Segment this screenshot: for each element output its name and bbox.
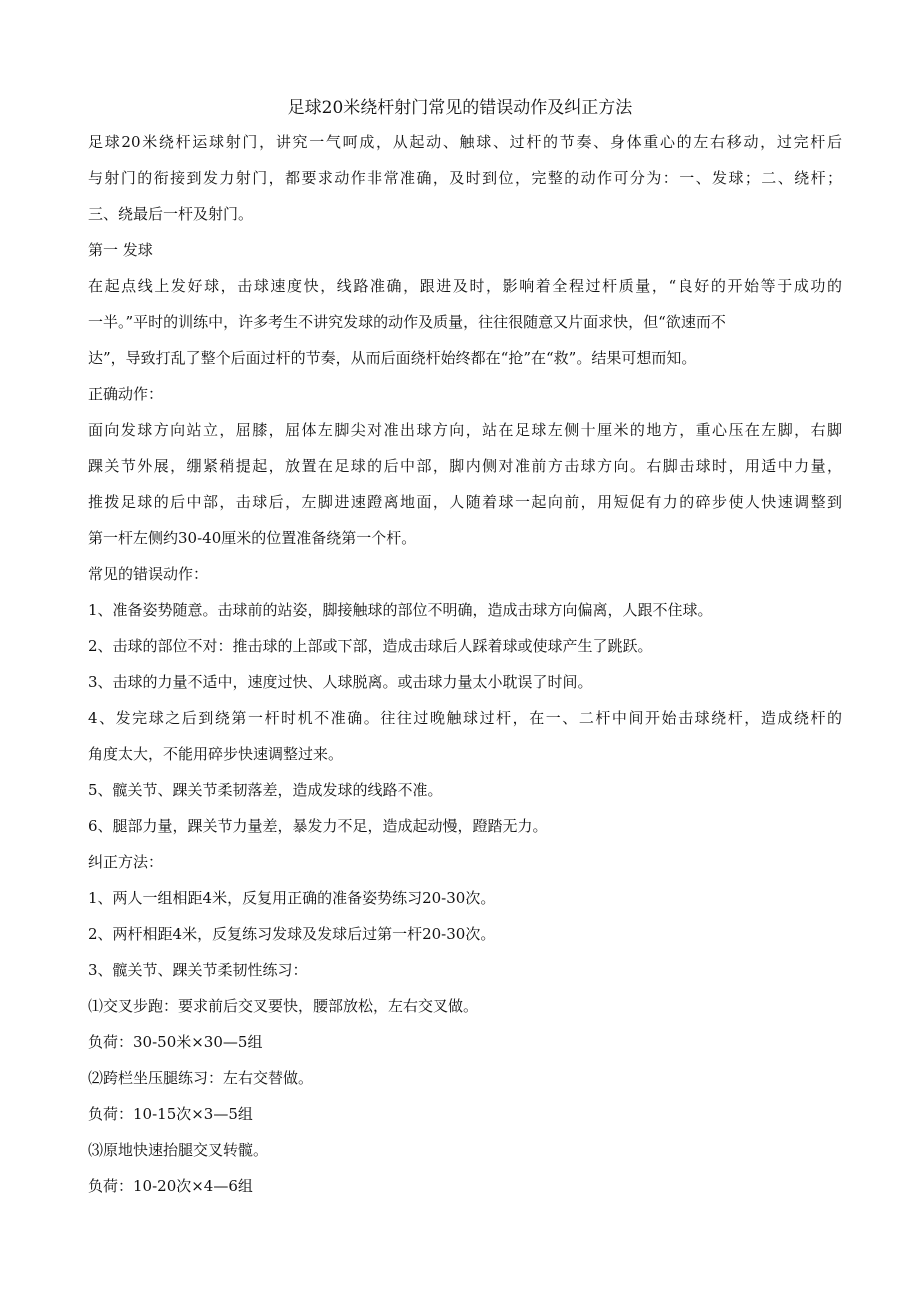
text-line: 一半。”平时的训练中，许多考生不讲究发球的动作及质量，往往很随意又片面求快，但“欲速而不 bbox=[88, 313, 726, 331]
text-line: 2、击球的部位不对：推击球的上部或下部，造成击球后人踩着球或使球产生了跳跃。 bbox=[88, 637, 653, 655]
document-body bbox=[88, 124, 842, 1204]
text-line: 负荷：10-15次×3—5组 bbox=[88, 1105, 253, 1123]
text-line: 4、发完球之后到绕第一杆时机不准确。往往过晚触球过杆，在一、二杆中间开始击球绕杆，造成绕杆的 bbox=[88, 709, 842, 727]
text-line: 3、髋关节、踝关节柔韧性练习： bbox=[88, 961, 308, 979]
text-line: 纠正方法： bbox=[88, 853, 164, 871]
text-line: 第一杆左侧约30-40厘米的位置准备绕第一个杆。 bbox=[88, 529, 417, 547]
text-line: 3、击球的力量不适中，速度过快、人球脱离。或击球力量太小耽误了时间。 bbox=[88, 673, 593, 691]
text-line: ⑴交叉步跑：要求前后交叉要快，腰部放松，左右交叉做。 bbox=[88, 997, 479, 1015]
text-line: 面向发球方向站立，屈膝，屈体左脚尖对准出球方向，站在足球左侧十厘米的地方，重心压在左脚，右脚 bbox=[88, 421, 842, 439]
text-line: ⑶原地快速抬腿交叉转髋。 bbox=[88, 1141, 269, 1159]
text-line: 5、髋关节、踝关节柔韧落差，造成发球的线路不准。 bbox=[88, 781, 443, 799]
text-line: 与射门的衔接到发力射门，都要求动作非常准确，及时到位，完整的动作可分为：一、发球；二、绕杆； bbox=[88, 169, 842, 187]
text-line: 推拨足球的后中部，击球后，左脚进速蹬离地面，人随着球一起向前，用短促有力的碎步使人快速调整到 bbox=[88, 493, 842, 511]
text-line: 正确动作： bbox=[88, 385, 164, 403]
text-line: 第一 发球 bbox=[88, 241, 153, 259]
text-line: 三、绕最后一杆及射门。 bbox=[88, 205, 254, 223]
text-line: 负荷：30-50米×30—5组 bbox=[88, 1033, 263, 1051]
text-line: 在起点线上发好球，击球速度快，线路准确，跟进及时，影响着全程过杆质量，“良好的开始等于成功的 bbox=[88, 277, 842, 295]
text-line: 1、两人一组相距4米，反复用正确的准备姿势练习20-30次。 bbox=[88, 889, 496, 907]
text-line: 2、两杆相距4米，反复练习发球及发球后过第一杆20-30次。 bbox=[88, 925, 496, 943]
text-line: 角度太大，不能用碎步快速调整过来。 bbox=[88, 745, 344, 763]
document-title: 足球20米绕杆射门常见的错误动作及纠正方法 bbox=[287, 98, 633, 118]
text-line: 常见的错误动作： bbox=[88, 565, 209, 583]
text-line: 1、准备姿势随意。击球前的站姿，脚接触球的部位不明确，造成击球方向偏离，人跟不住球。 bbox=[88, 601, 713, 619]
text-line: ⑵跨栏坐压腿练习：左右交替做。 bbox=[88, 1069, 314, 1087]
text-line: 足球20米绕杆运球射门，讲究一气呵成，从起动、触球、过杆的节奏、身体重心的左右移动，过完杆后 bbox=[88, 133, 842, 151]
text-line: 达”，导致打乱了整个后面过杆的节奏，从而后面绕杆始终都在“抢”在“救”。结果可想而知。 bbox=[88, 349, 697, 367]
text-line: 负荷：10-20次×4—6组 bbox=[88, 1177, 253, 1195]
text-line: 踝关节外展，绷紧稍提起，放置在足球的后中部，脚内侧对准前方击球方向。右脚击球时，用适中力量， bbox=[88, 457, 842, 475]
text-line: 6、腿部力量，踝关节力量差，暴发力不足，造成起动慢，蹬踏无力。 bbox=[88, 817, 548, 835]
